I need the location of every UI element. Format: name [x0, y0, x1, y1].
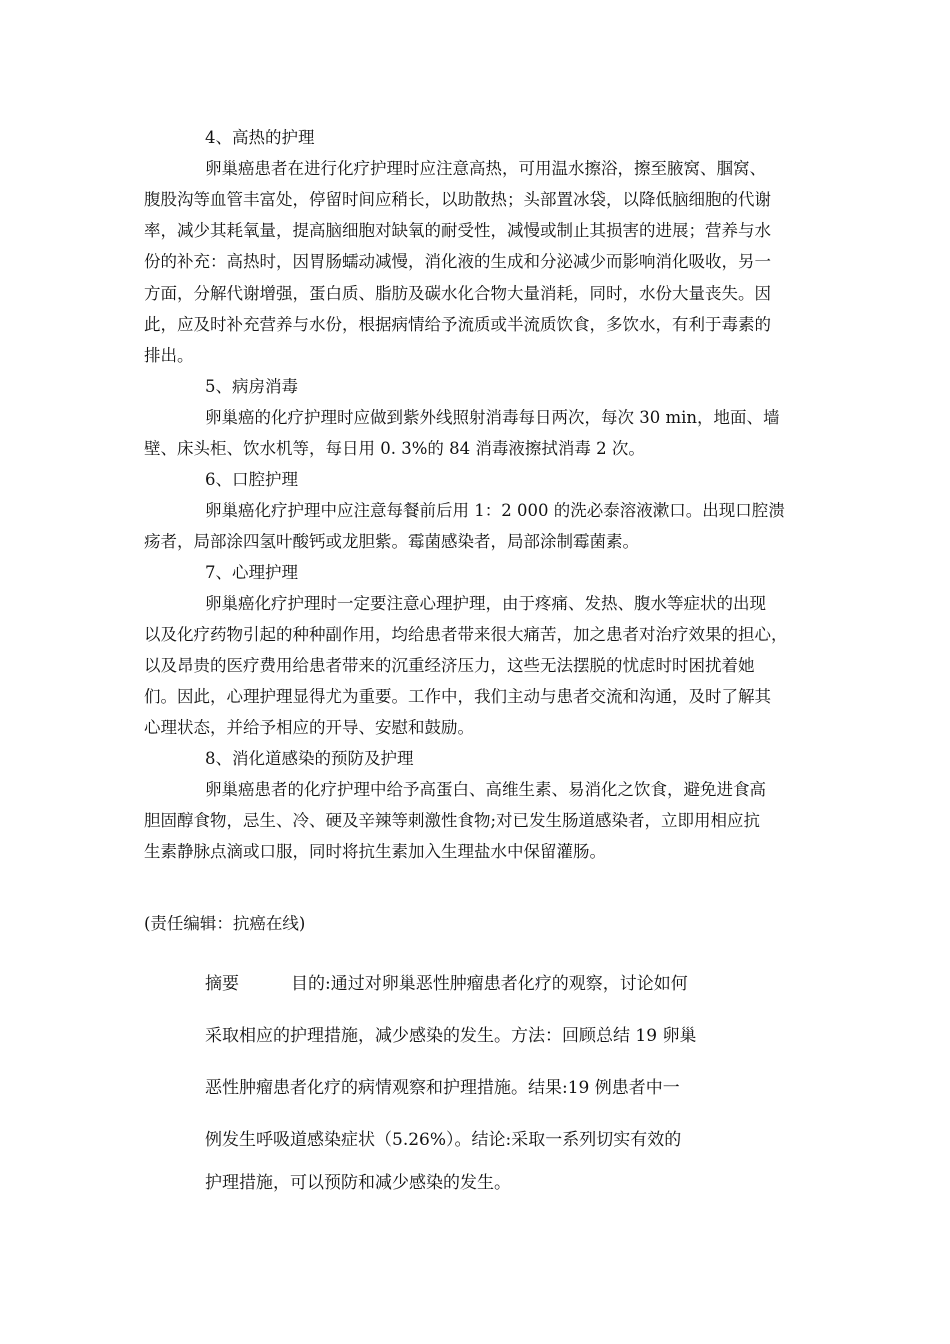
- paragraph-line: 方面，分解代谢增强，蛋白质、脂肪及碳水化合物大量消耗，同时，水份大量丧失。因: [144, 284, 771, 303]
- abstract-line: 护理措施，可以预防和减少感染的发生。: [205, 1173, 511, 1193]
- editor-note: (责任编辑：抗癌在线): [144, 914, 306, 933]
- paragraph-line: 心理状态，并给予相应的开导、安慰和鼓励。: [144, 718, 474, 737]
- paragraph-line: 胆固醇食物，忌生、冷、硬及辛辣等刺激性食物;对已发生肠道感染者，立即用相应抗: [144, 811, 761, 830]
- paragraph-line: 壁、床头柜、饮水机等，每日用 0. 3%的 84 消毒液擦拭消毒 2 次。: [144, 439, 645, 458]
- paragraph-line: 腹股沟等血管丰富处，停留时间应稍长，以助散热；头部置冰袋，以降低脑细胞的代谢: [144, 190, 771, 209]
- abstract-line: 采取相应的护理措施，减少感染的发生。方法：回顾总结 19 卵巢: [205, 1026, 697, 1046]
- section-heading: 6、口腔护理: [205, 470, 298, 489]
- section-heading: 4、高热的护理: [205, 128, 315, 147]
- paragraph-line: 卵巢癌的化疗护理时应做到紫外线照射消毒每日两次，每次 30 min，地面、墙: [205, 408, 780, 427]
- paragraph-line: 份的补充：高热时，因胃肠蠕动减慢，消化液的生成和分泌减少而影响消化吸收，另一: [144, 252, 771, 271]
- abstract-line: 恶性肿瘤患者化疗的病情观察和护理措施。结果:19 例患者中一: [205, 1078, 680, 1098]
- paragraph-line: 以及化疗药物引起的种种副作用，均给患者带来很大痛苦，加之患者对治疗效果的担心，: [144, 625, 788, 644]
- abstract-text: 目的:通过对卵巢恶性肿瘤患者化疗的观察，讨论如何: [291, 974, 688, 994]
- section-heading: 5、病房消毒: [205, 377, 298, 396]
- abstract-line: 例发生呼吸道感染症状（5.26%）。结论:采取一系列切实有效的: [205, 1130, 682, 1150]
- paragraph-line: 卵巢癌患者的化疗护理中给予高蛋白、高维生素、易消化之饮食，避免进食高: [205, 780, 766, 799]
- paragraph-line: 卵巢癌化疗护理时一定要注意心理护理，由于疼痛、发热、腹水等症状的出现: [205, 594, 766, 613]
- section-heading: 8、消化道感染的预防及护理: [205, 749, 414, 768]
- paragraph-line: 们。因此，心理护理显得尤为重要。工作中，我们主动与患者交流和沟通，及时了解其: [144, 687, 771, 706]
- paragraph-line: 卵巢癌化疗护理中应注意每餐前后用 1：2 000 的洗必泰溶液漱口。出现口腔溃: [205, 501, 785, 520]
- paragraph-line: 卵巢癌患者在进行化疗护理时应注意高热，可用温水擦浴，擦至腋窝、腘窝、: [205, 159, 766, 178]
- paragraph-line: 生素静脉点滴或口服，同时将抗生素加入生理盐水中保留灌肠。: [144, 842, 606, 861]
- paragraph-line: 疡者，局部涂四氢叶酸钙或龙胆紫。霉菌感染者，局部涂制霉菌素。: [144, 532, 639, 551]
- paragraph-line: 排出。: [144, 346, 194, 365]
- paragraph-line: 此，应及时补充营养与水份，根据病情给予流质或半流质饮食，多饮水，有利于毒素的: [144, 315, 771, 334]
- abstract-label: 摘要: [205, 974, 239, 994]
- abstract-first-line: [205, 969, 688, 994]
- section-heading: 7、心理护理: [205, 563, 298, 582]
- paragraph-line: 以及昂贵的医疗费用给患者带来的沉重经济压力，这些无法摆脱的忧虑时时困扰着她: [144, 656, 755, 675]
- paragraph-line: 率，减少其耗氧量，提高脑细胞对缺氧的耐受性，减慢或制止其损害的进展；营养与水: [144, 221, 771, 240]
